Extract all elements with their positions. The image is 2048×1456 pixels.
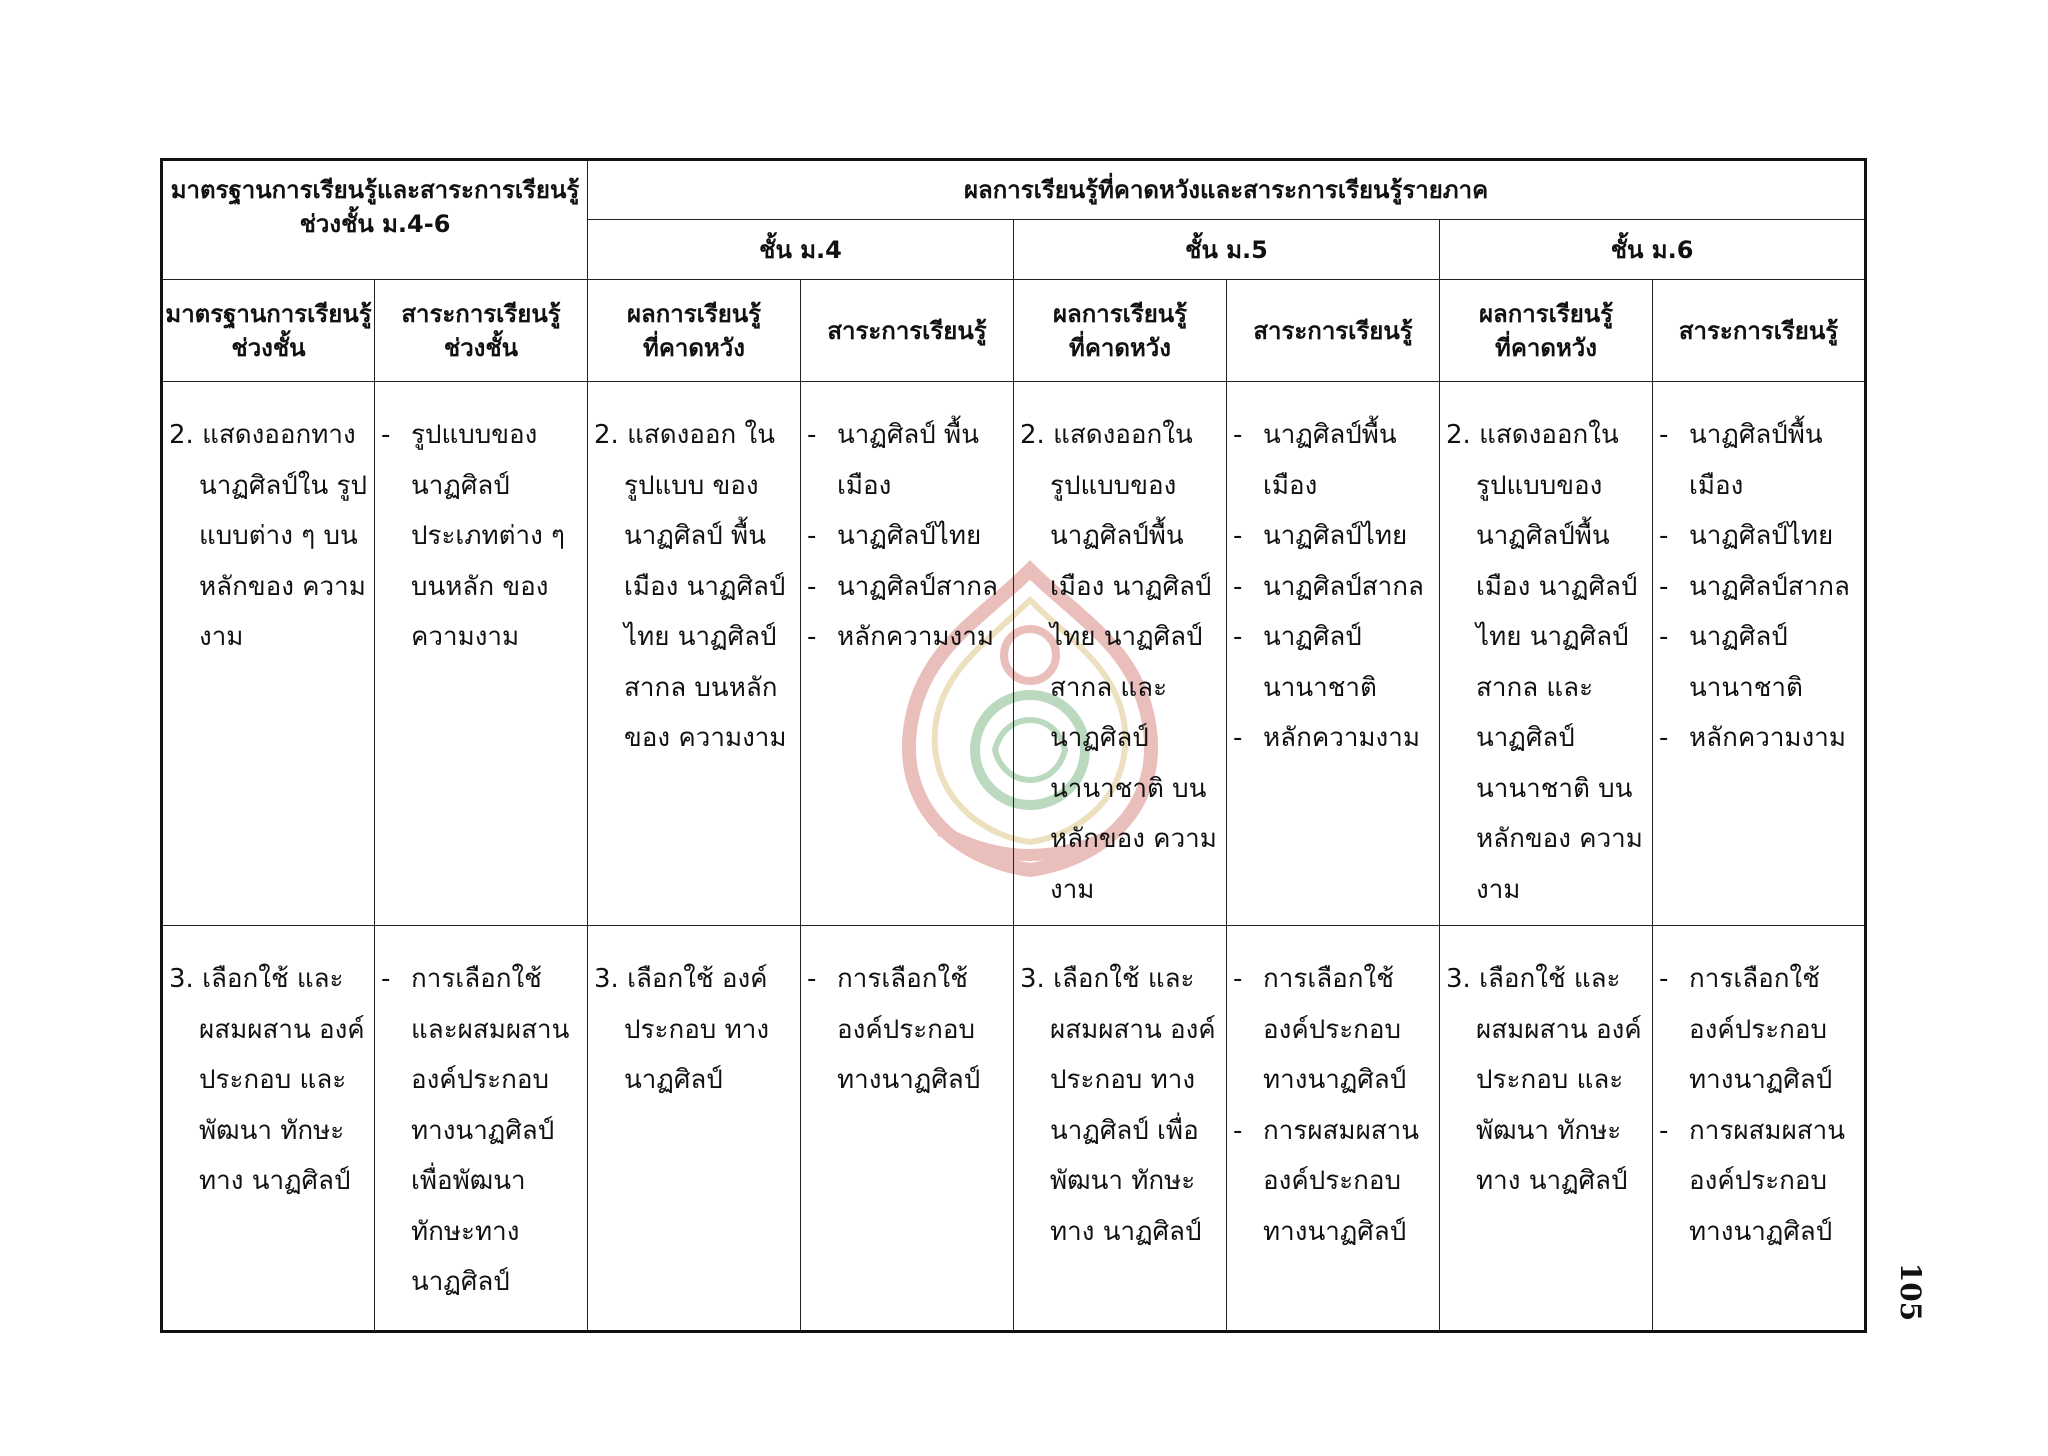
standard-text: 2. แสดงออกทาง นาฏศิลป์ใน รูปแบบต่าง ๆ บนหลักของ ความงาม: [169, 420, 367, 652]
m5-outcome-text: 2. แสดงออกใน รูปแบบของ นาฏศิลป์พื้นเมือง นาฏศิลป์ไทย นาฏศิลป์สากล และนาฏศิลป์ นานาชาติ บนหลักของ ความงาม: [1020, 420, 1217, 905]
content-item: - รูปแบบของ นาฏศิลป์ ประเภทต่าง ๆ บนหลัก ของความงาม: [381, 410, 581, 663]
table-row: [162, 382, 1866, 926]
header-m4-subject: สาระการเรียนรู้: [801, 280, 1014, 382]
m6-subject-item: - นาฏศิลป์ไทย: [1659, 511, 1858, 562]
m5-subject-item: - นาฏศิลป์ นานาชาติ: [1233, 612, 1433, 713]
header-outcomes-group: ผลการเรียนรู้ที่คาดหวังและสาระการเรียนรู้รายภาค: [588, 160, 1866, 220]
m6-subject-item: - การเลือกใช้ องค์ประกอบ ทางนาฏศิลป์: [1659, 954, 1858, 1106]
m6-subject-item: - การผสมผสาน องค์ประกอบ ทางนาฏศิลป์: [1659, 1106, 1858, 1258]
header-standard: มาตรฐานการเรียนรู้ ช่วงชั้น: [162, 280, 375, 382]
header-m5-outcome: ผลการเรียนรู้ ที่คาดหวัง: [1014, 280, 1227, 382]
m6-outcome-text: 3. เลือกใช้ และ ผสมผสาน องค์ประกอบ และพัฒนา ทักษะทาง นาฏศิลป์: [1446, 964, 1642, 1196]
m5-subject-item: - หลักความงาม: [1233, 713, 1433, 764]
m4-outcome-text: 3. เลือกใช้ องค์ประกอบ ทางนาฏศิลป์: [594, 964, 770, 1095]
header-m4-outcome: ผลการเรียนรู้ ที่คาดหวัง: [588, 280, 801, 382]
m5-outcome-text: 3. เลือกใช้ และ ผสมผสาน องค์ประกอบ ทางนาฏศิลป์ เพื่อพัฒนา ทักษะทาง นาฏศิลป์: [1020, 964, 1216, 1247]
header-grade-m4: ชั้น ม.4: [588, 220, 1014, 280]
m6-subject-item: - หลักความงาม: [1659, 713, 1858, 764]
table-row: [162, 926, 1866, 1332]
page-number: 105: [1894, 1262, 1927, 1322]
m4-outcome-text: 2. แสดงออก ในรูปแบบ ของนาฏศิลป์ พื้นเมือง นาฏศิลป์ไทย นาฏศิลป์สากล บนหลักของ ความงาม: [594, 420, 787, 753]
m6-subject-item: - นาฏศิลป์ นานาชาติ: [1659, 612, 1858, 713]
m4-subject-item: - นาฏศิลป์ไทย: [807, 511, 1007, 562]
header-m5-subject: สาระการเรียนรู้: [1227, 280, 1440, 382]
m6-subject-item: - นาฏศิลป์สากล: [1659, 562, 1858, 613]
standard-text: 3. เลือกใช้ และ ผสมผสาน องค์ประกอบ และพัฒนา ทักษะทาง นาฏศิลป์: [169, 964, 365, 1196]
header-content: สาระการเรียนรู้ ช่วงชั้น: [375, 280, 588, 382]
m5-subject-item: - นาฏศิลป์พื้นเมือง: [1233, 410, 1433, 511]
curriculum-table: [160, 158, 1867, 1333]
m6-subject-item: - นาฏศิลป์พื้นเมือง: [1659, 410, 1858, 511]
m4-subject-item: - นาฏศิลป์สากล: [807, 562, 1007, 613]
m4-subject-item: - การเลือกใช้ องค์ประกอบ ทางนาฏศิลป์: [807, 954, 1007, 1106]
header-grade-m6: ชั้น ม.6: [1440, 220, 1866, 280]
header-grade-m5: ชั้น ม.5: [1014, 220, 1440, 280]
content-item: - การเลือกใช้ และผสมผสาน องค์ประกอบ ทางนาฏศิลป์ เพื่อพัฒนา ทักษะทาง นาฏศิลป์: [381, 954, 581, 1308]
header-standards-line1: มาตรฐานการเรียนรู้และสาระการเรียนรู้: [170, 176, 580, 204]
header-standards-group: [162, 160, 588, 280]
m4-subject-item: - นาฏศิลป์ พื้นเมือง: [807, 410, 1007, 511]
header-m6-subject: สาระการเรียนรู้: [1653, 280, 1866, 382]
m5-subject-item: - นาฏศิลป์ไทย: [1233, 511, 1433, 562]
m5-subject-item: - การเลือกใช้ องค์ประกอบ ทางนาฏศิลป์: [1233, 954, 1433, 1106]
m5-subject-item: - การผสมผสาน องค์ประกอบ ทางนาฏศิลป์: [1233, 1106, 1433, 1258]
m6-outcome-text: 2. แสดงออกใน รูปแบบของ นาฏศิลป์พื้นเมือง นาฏศิลป์ไทย นาฏศิลป์สากล และนาฏศิลป์ นานาชาติ บนหลักของ ความงาม: [1446, 420, 1643, 905]
m4-subject-item: - หลักความงาม: [807, 612, 1007, 663]
header-standards-line2: ช่วงชั้น ม.4-6: [299, 210, 451, 238]
header-m6-outcome: ผลการเรียนรู้ ที่คาดหวัง: [1440, 280, 1653, 382]
m5-subject-item: - นาฏศิลป์สากล: [1233, 562, 1433, 613]
